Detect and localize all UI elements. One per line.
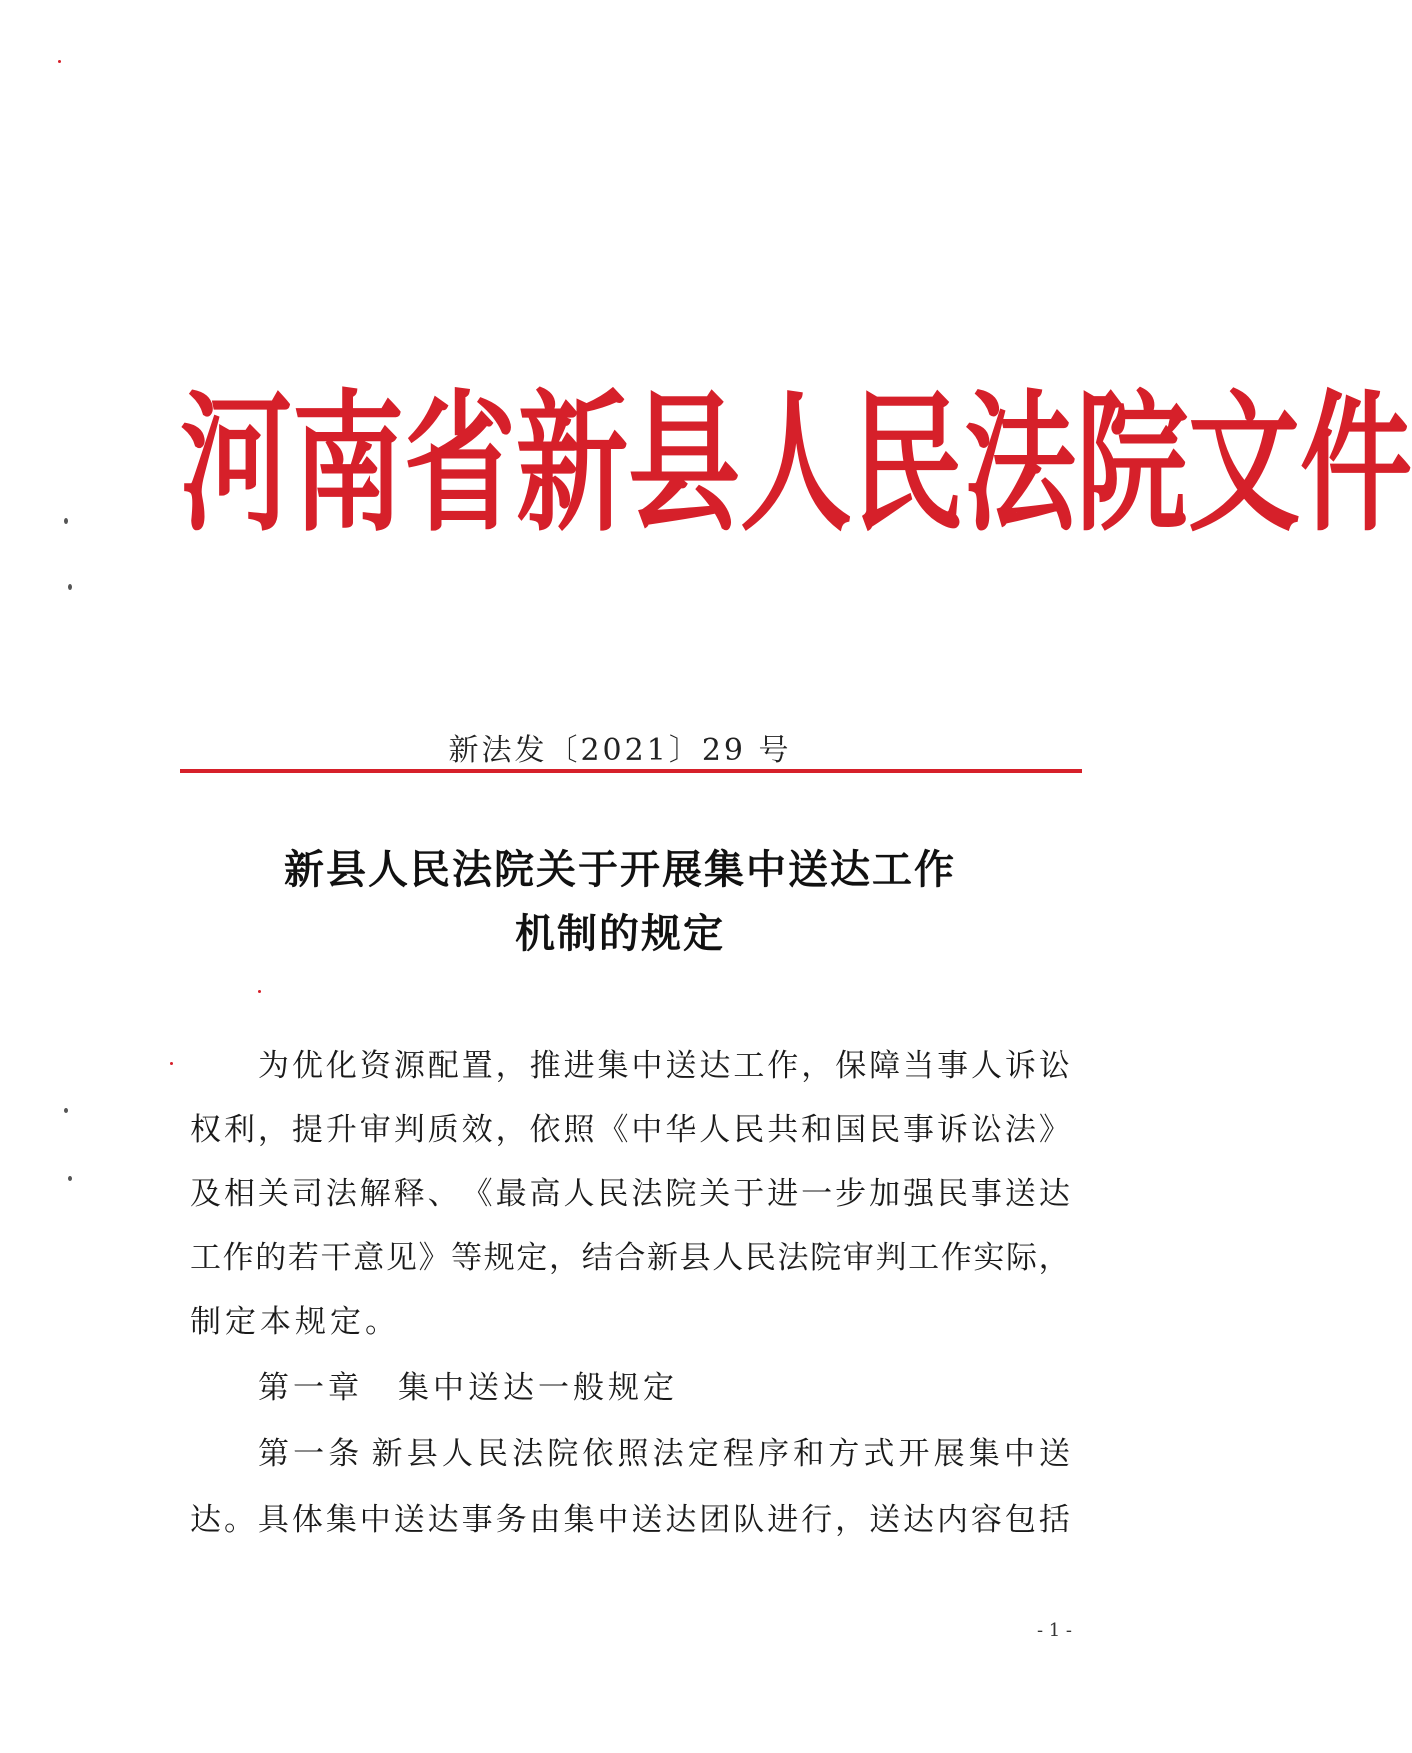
paragraph-line: 制定本规定。 bbox=[190, 1304, 400, 1340]
scan-speck bbox=[170, 1062, 173, 1065]
chapter-heading: 第一章 集中送达一般规定 bbox=[258, 1370, 678, 1406]
scan-speck bbox=[64, 1108, 68, 1113]
document-number: 新法发〔2021〕29 号 bbox=[448, 733, 792, 768]
article-line: 达 。 具 体 集 中 送 达 事 务 由 集 中 送 达 团 队 进 行 ， 送 达 内 容 包 括 bbox=[190, 1502, 1070, 1538]
paragraph-line: 为 优 化 资 源 配 置 ， 推 进 集 中 送 达 工 作 ， 保 障 当 事 人 诉 讼 bbox=[258, 1048, 1070, 1084]
document-title-line-2: 机制的规定 bbox=[515, 911, 725, 957]
masthead-title: 河 南 省 新 县 人 民 法 院 文 件 bbox=[180, 375, 1412, 553]
document-title-line-1: 新县人民法院关于开展集中送达工作 bbox=[284, 847, 956, 893]
paragraph-line: 工 作 的 若 干 意 见 》 等 规 定 ， 结 合 新 县 人 民 法 院 审 判 工 作 实 际 ， bbox=[190, 1240, 1070, 1276]
scan-speck bbox=[58, 60, 61, 63]
paragraph-line: 及 相 关 司 法 解 释 、 《 最 高 人 民 法 院 关 于 进 一 步 加 强 民 事 送 达 bbox=[190, 1176, 1070, 1212]
page-number: - 1 - bbox=[1036, 1620, 1072, 1641]
scan-speck bbox=[64, 518, 68, 524]
red-divider-line bbox=[180, 769, 1082, 773]
article-line: 第 一 条 新 县 人 民 法 院 依 照 法 定 程 序 和 方 式 开 展 集 中 送 bbox=[258, 1436, 1070, 1472]
scan-speck bbox=[258, 990, 261, 993]
scan-speck bbox=[68, 1176, 72, 1181]
scan-speck bbox=[68, 584, 72, 590]
paragraph-line: 权 利 ， 提 升 审 判 质 效 ， 依 照 《 中 华 人 民 共 和 国 民 事 诉 讼 法 》 bbox=[190, 1112, 1070, 1148]
